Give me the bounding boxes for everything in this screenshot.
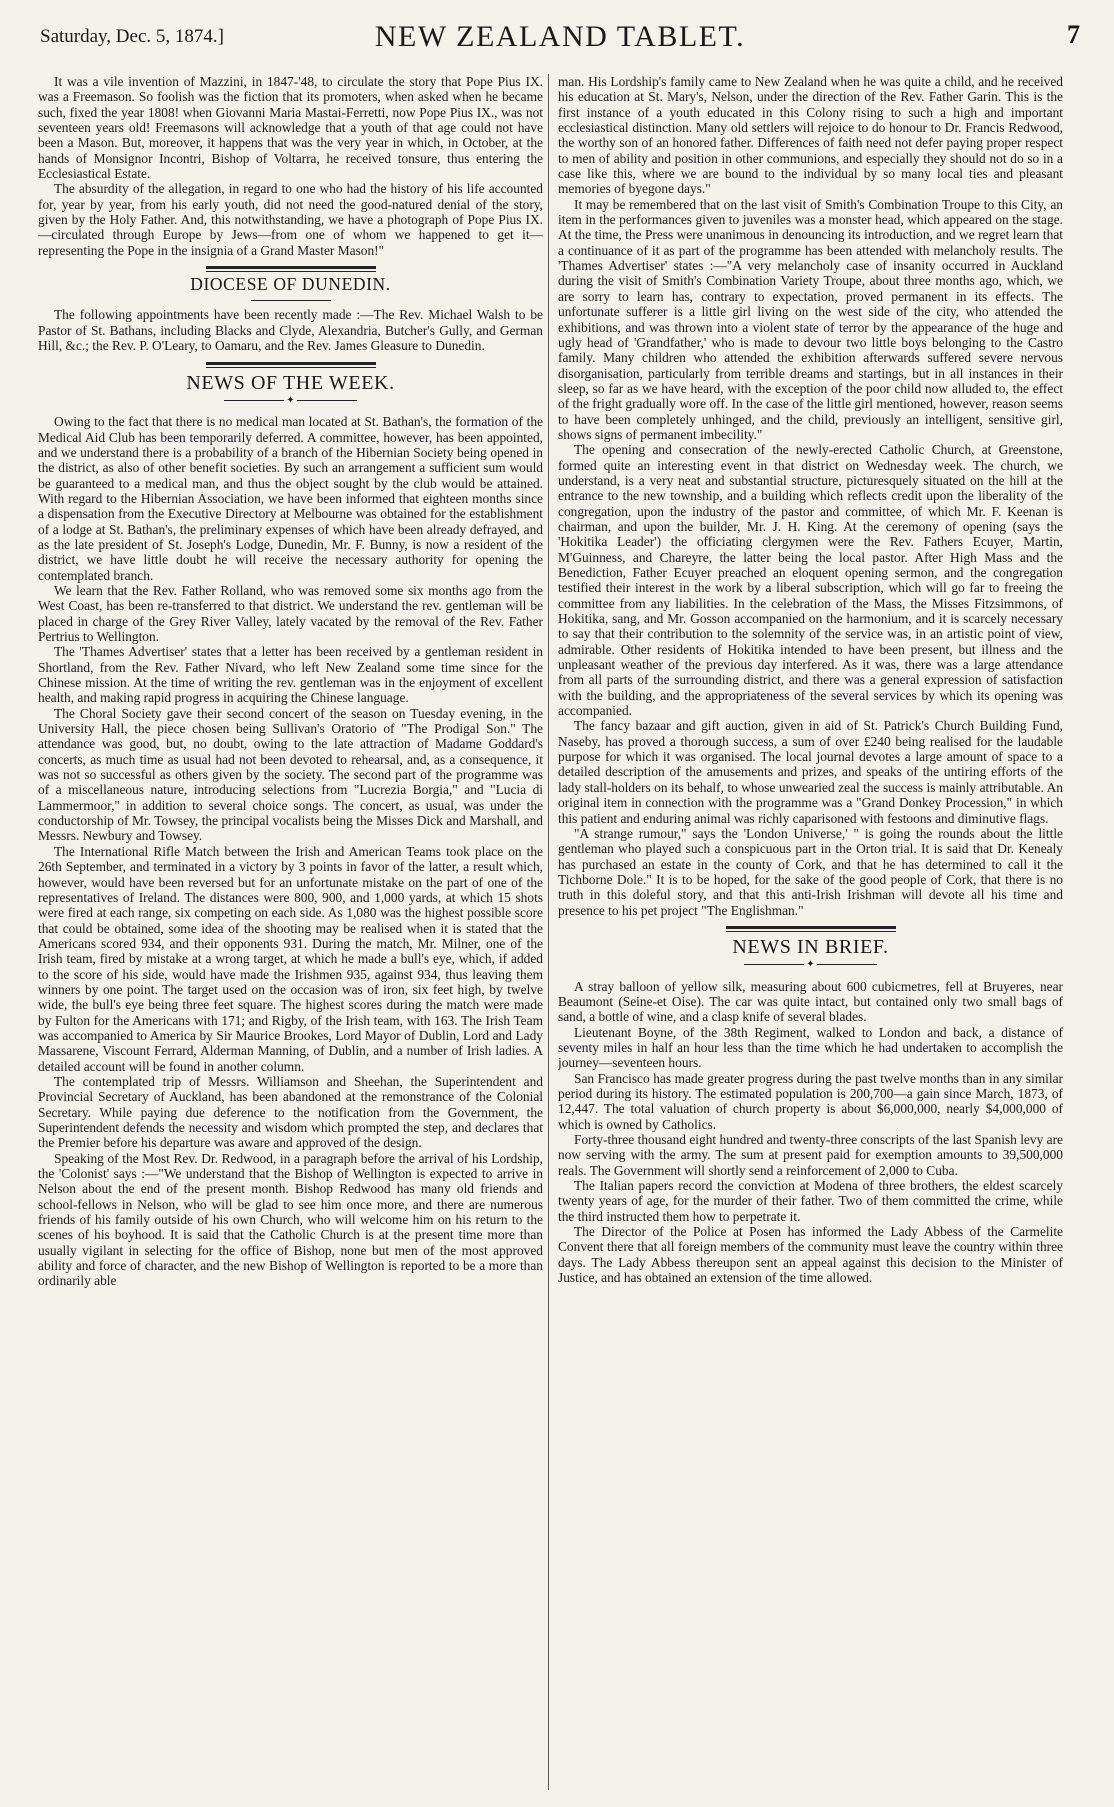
brief-paragraph: The Italian papers record the conviction at Modena of three brothers, the eldest scarcely twenty years of age, for the murder of their father. Two of them committed the crime, while the third instructed them how to perpetrate it. — [558, 1178, 1063, 1224]
brief-paragraph: A stray balloon of yellow silk, measuring about 600 cubicmetres, fell at Bruyeres, near Beaumont (Seine-et Oise). The car was quite intact, but contained only two small bags of sand, a bottle of wine, and a clasp knife of several blades. — [558, 978, 1063, 1025]
brief-paragraph: The Director of the Police at Posen has informed the Lady Abbess of the Carmelite Convent there that all foreign members of the community must leave the country within three days. The Lady Abbess thereupon sent an appeal against this decision to the Minister of Justice, and has obtained an extension of the time allowed. — [558, 1224, 1063, 1286]
news-paragraph: The fancy bazaar and gift auction, given in aid of St. Patrick's Church Building Fund, Naseby, has proved a thorough success, a sum of over £240 being realised for the laudable purpose for which it was organised. The local journal devotes a large amount of space to a detailed description of the amusements and prizes, and speaks of the untiring efforts of the lady stall-holders on its behalf, to whose unwearied zeal the success is mainly attributable. An original item in connection with the programme was a "Grand Donkey Procession," in which this patient and enduring animal was richly caparisoned with festoons and diminutive flags. — [558, 718, 1063, 826]
section-divider — [206, 266, 376, 272]
page-header — [40, 6, 1080, 56]
news-paragraph: The 'Thames Advertiser' states that a letter has been received by a gentleman resident in Shortland, from the Rev. Father Nivard, who left New Zealand some time since for the Chinese mission. At the time of writing the rev. gentleman was in the enjoyment of excellent health, and making rapid progress in acquiring the Chinese language. — [38, 644, 543, 706]
article-paragraph: The absurdity of the allegation, in regard to one who had the history of his life accounted for, year by year, from his early youth, did not need the good-natured denial of the story, given by the Holy Father. And, this notwithstanding, we have a photograph of Pope Pius IX.—circulated through Europe by Jews—from one of whom we happened to get it—representing the Pope in the insignia of a Grand Master Mason!" — [38, 181, 543, 258]
section-divider — [726, 926, 896, 932]
news-paragraph: Owing to the fact that there is no medical man located at St. Bathan's, the formation of the Medical Aid Club has been temporarily deferred. A committee, however, has been appointed, and we understand there is a probability of a branch of the Hibernian Society being opened in the district, as also of other benefit societies. By such an arrangement a sufficient sum would be guaranteed to a medical man, and thus the object sought by the club would be attained. With regard to the Hibernian Association, we have been informed that eighteen months since a dispensation from the Executive Directory at Melbourne was obtained for the establishment of a lodge at St. Bathan's, the preliminary expenses of which have been already defrayed, and as the late president of St. Joseph's Lodge, Dunedin, Mr. F. Bunny, is now a resident of the district, we have little doubt he will receive the necessary authority for opening the contemplated branch. — [38, 414, 543, 583]
diocese-heading: DIOCESE OF DUNEDIN. — [190, 274, 391, 295]
heading-underline — [251, 300, 331, 301]
page-number: 7 — [1067, 20, 1080, 49]
article-paragraph: It was a vile invention of Mazzini, in 1847-'48, to circulate the story that Pope Pius IX. was a Freemason. So foolish was the fiction that its promoters, when asked when he became such, fixed the year 1808! when Giovanni Maria Mastai-Ferretti, now Pope Pius IX., was not seventeen years old! Freemasons will acknowledge that a youth of that age could not have been a Mason. But, moreover, it happens that was the very year in which, in October, at the hands of Monsignor Incontri, Bishop of Voltarra, he received tonsure, thus entering the Ecclesiastical Estate. — [38, 74, 543, 182]
news-paragraph: We learn that the Rev. Father Rolland, who was removed some six months ago from the West Coast, has been re-transferred to that district. We understand the rev. gentleman will be placed in charge of the Grey River Valley, lately vacated by the removal of the Rev. Father Pertrius to Wellington. — [38, 582, 543, 644]
heading-ornament: ✦ — [558, 957, 1063, 972]
news-paragraph: man. His Lordship's family came to New Zealand when he was quite a child, and he received his education at St. Mary's, Nelson, under the direction of the Rev. Father Garin. This is the first instance of a youth educated in this Colony rising to such a high and important ecclesiastical distinction. Many old settlers will rejoice to do honour to Dr. Francis Redwood, the worthy son of an honored father. Differences of faith need not defer paying proper respect to men of ability and position in other communions, and especially they should not do so in a case like this, where we are bound to the individual by so many local ties and pleasant memories of byegone days." — [558, 74, 1063, 197]
brief-paragraph: Lieutenant Boyne, of the 38th Regiment, walked to London and back, a distance of seventy miles in half an hour less than the time which he had undertaken to accomplish the journey—seventeen hours. — [558, 1024, 1063, 1071]
brief-paragraph: Forty-three thousand eight hundred and twenty-three conscripts of the last Spanish levy are now serving with the army. The sum at present paid for exemption amounts to 39,500,000 reals. The Government will shortly send a reinforcement of 2,000 to Cuba. — [558, 1132, 1063, 1178]
article-paragraph: The following appointments have been recently made :—The Rev. Michael Walsh to be Pastor of St. Bathans, including Blacks and Clyde, Alexandria, Butcher's Gully, and German Hill, &c.; the Rev. P. O'Leary, to Oamaru, and the Rev. James Gleasure to Dunedin. — [38, 307, 543, 354]
masthead-title: NEW ZEALAND TABLET. — [374, 20, 746, 53]
heading-ornament: ✦ — [38, 393, 543, 408]
issue-date: Saturday, Dec. 5, 1874.] — [40, 26, 224, 47]
news-paragraph: The Choral Society gave their second concert of the season on Tuesday evening, in the University Hall, the piece chosen being Sullivan's Oratorio of "The Prodigal Son." The attendance was good, but, no doubt, owing to the late attraction of Madame Goddard's concerts, as much time as usual had not been devoted to rehearsal, and, as a consequence, it was not so successful as others given by the society. The second part of the programme was of a miscellaneous nature, introducing selections from "Lucrezia Borgia," and "Lucia di Lammermoor," in addition to several choice songs. The concert, as usual, was under the conductorship of Mr. Towsey, the principal vocalists being the Misses Dick and Marshall, and Messrs. Newbury and Towsey. — [38, 705, 543, 844]
news-paragraph: The International Rifle Match between the Irish and American Teams took place on the 26th September, and terminated in a victory by 3 points in favor of the latter, a result which, however, would have been reversed but for an unfortunate mistake on the part of one of the representatives of Ireland. The distances were 800, 900, and 1,000 yards, at which 15 shots were fired at each range, six competing on each side. As 1,080 was the highest possible score that could be obtained, some idea of the shooting may be realised when it is stated that the Americans scored 934, and their opponents 931. During the match, Mr. Milner, one of the Irish team, fired by mistake at a wrong target, at which he made a bull's eye, which, if added to the score of his side, would have made the Irishmen 935, against 934, thus leaving them winners by one point. The target used on the occasion was of iron, six feet high, by twelve wide, the bull's eye being three feet square. The highest scores during the match were made by Fulton for the Americans with 171; and Rigby, of the Irish team, with 163. The Irish Team was accompanied to America by Sir Maurice Brookes, Lord Mayor of Dublin, Lord and Lady Massarene, Viscount Ferrard, Alderman Manning, of Dublin, and a number of Irish ladies. A detailed account will be found in another column. — [38, 843, 543, 1074]
news-paragraph: It may be remembered that on the last visit of Smith's Combination Troupe to this City, an item in the performances given to juveniles was a monster head, which appeared on the stage. At the time, the Press were unanimous in denouncing its introduction, and we regret learn that a continuance of it as part of the programme has been attended with melancholy results. The 'Thames Advertiser' states :—"A very melancholy case of insanity occurred in Auckland during the visit of Smith's Combination Variety Troupe, about three months ago, which, we are sorry to learn has, contrary to expectation, proved permanent in its effects. The unfortunate sufferer is a little girl living on the west side of the city, who attended the exhibitions, and was thrown into a violent state of terror by the appearance of the huge and ugly head of 'Grandfather,' who is made to devour two little boys belonging to the Castro family. Many children who attended the exhibition afterwards suffered severe nervous disorganisation, particularly from terrible dreams and startings, but in all instances in their sleep, so far as we have heard, with the exception of the poor child now alluded to, the effect of the fright gradually wore off. In the case of the little girl mentioned, however, reason seems to have been completely unhinged, and the child, previously an intelligent, sensitive girl, shows signs of permanent imbecility." — [558, 196, 1063, 442]
section-divider — [206, 362, 376, 368]
news-of-week-heading: NEWS OF THE WEEK. — [186, 371, 395, 394]
news-paragraph: "A strange rumour," says the 'London Universe,' " is going the rounds about the little gentleman who played such a conspicuous part in the Orton trial. It is said that Dr. Kenealy has purchased an estate in the county of Cork, and that he has determined to call it the Tichborne Dole." It is to be hoped, for the sake of the good people of Cork, that there is no truth in this doleful story, and that this anti-Irish Irishman will devote all his time and presence to his pet project "The Englishman." — [558, 825, 1063, 918]
news-paragraph: The contemplated trip of Messrs. Williamson and Sheehan, the Superintendent and Provincial Secretary of Auckland, has been abandoned at the remonstrance of the Colonial Secretary. While paying due deference to the notification from the Government, the Superintendent defends the necessity and wisdom which prompted the step, and declares that the Premier before his departure was aware and approved of the design. — [38, 1073, 543, 1151]
brief-paragraph: San Francisco has made greater progress during the past twelve months than in any similar period during its history. The estimated population is 200,700—a gain since March, 1873, of 12,447. The total valuation of church property is about $6,000,000, nearly $4,000,000 of which is owned by Catholics. — [558, 1070, 1063, 1132]
news-in-brief-heading: NEWS IN BRIEF. — [732, 935, 889, 958]
left-column — [38, 74, 543, 1792]
news-paragraph: Speaking of the Most Rev. Dr. Redwood, in a paragraph before the arrival of his Lordship, the 'Colonist' says :—"We understand that the Bishop of Wellington is expected to arrive in Nelson about the end of the present month. Bishop Redwood has many old friends and school-fellows in Nelson, who will be glad to see him once more, and there are numerous friends of his family outside of his own Church, who will welcome him on his return to the scenes of his boyhood. It is said that the Catholic Church is at the present time more than usually vigilant in selecting for the office of Bishop, none but men of the most approved ability and force of character, and the new Bishop of Wellington is reported to be a more than ordinarily able — [38, 1150, 543, 1289]
right-column — [558, 74, 1063, 1792]
news-paragraph: The opening and consecration of the newly-erected Catholic Church, at Greenstone, formed quite an interesting event in that district on Wednesday week. The church, we understand, is a very neat and substantial structure, picturesquely situated on the hill at the entrance to the new township, and a building which reflects credit upon the liberality of the congregation, upon the industry of the pastor and committee, of which Mr. F. Keenan is chairman, and upon the builder, Mr. J. H. King. At the ceremony of opening (says the 'Hokitika Leader') the officiating clergymen were the Rev. Fathers Ecuyer, Martin, M'Guinness, and Chareyre, the latter being the local pastor. After High Mass and the Benediction, Father Ecuyer preached an eloquent opening sermon, and the congregation testified their interest in the work by a liberal subscription, which will go far to freeing the committee from any liabilities. In the celebration of the Mass, the Misses Fitzsimmons, of Hokitika, sang, and Mr. Gosson accompanied on the harmonium, and it is scarcely necessary to say that their contribution to the solemnity of the service was, in an artistic point of view, admirable. Other residents of Hokitika intended to have been present, but illness and the unpleasant weather of the previous day interfered. As it was, there was a large attendance from all parts of the surrounding district, and there was a general expression of satisfaction with the building, and the appropriateness of the several services by which its opening was accompanied. — [558, 442, 1063, 719]
column-divider — [548, 74, 549, 1790]
